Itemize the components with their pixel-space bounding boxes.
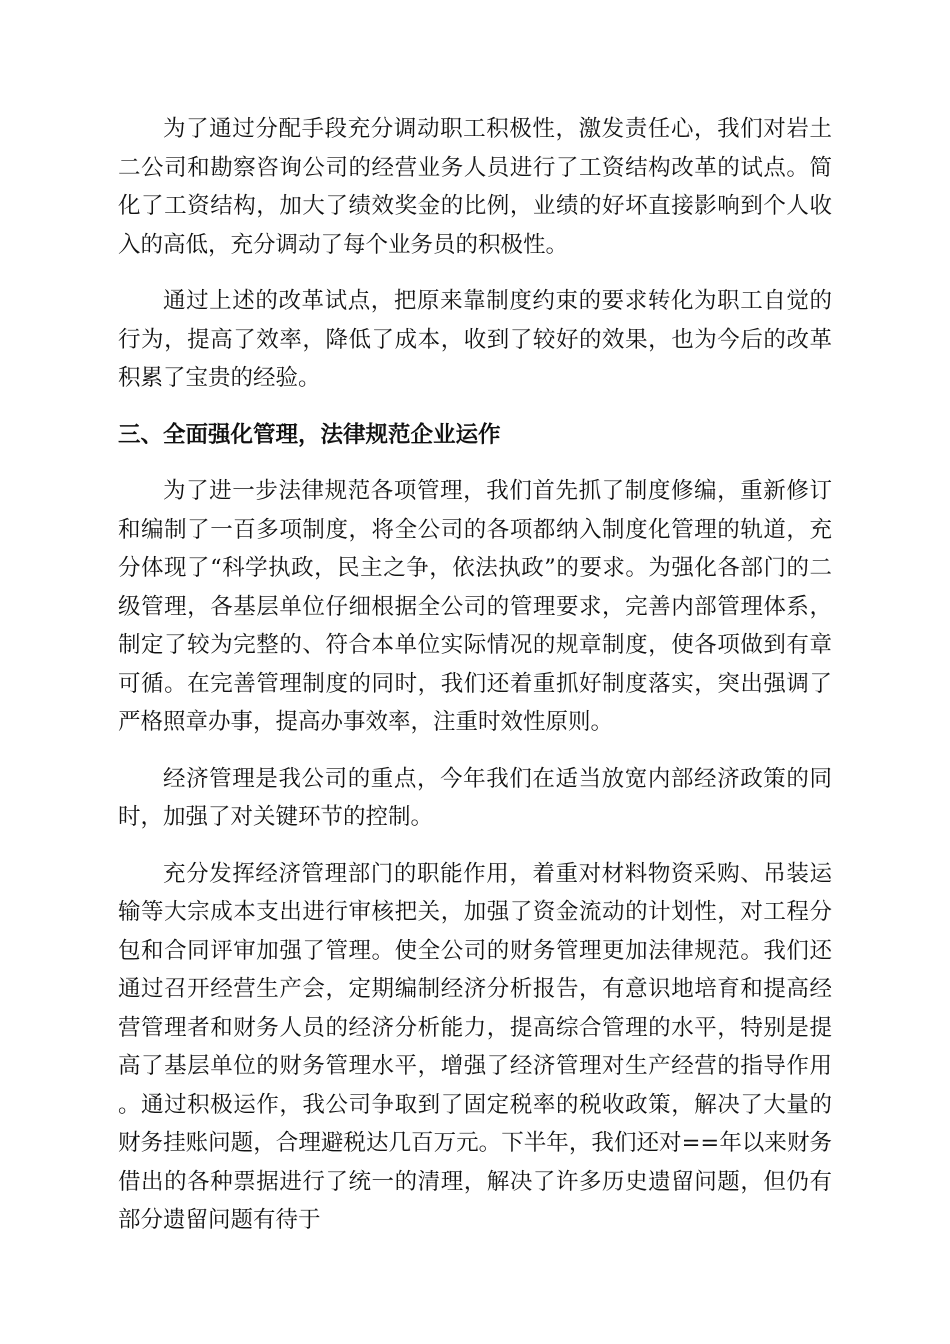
paragraph-wage-reform: 为了通过分配手段充分调动职工积极性，激发责任心，我们对岩土二公司和勘察咨询公司的经营业务人员进行了工资结构改革的试点。简化了工资结构，加大了绩效奖金的比例，业绩的好坏直接影响到个人收入的高低，充分调动了每个业务员的积极性。	[118, 116, 832, 258]
paragraph-economic-management: 经济管理是我公司的重点，今年我们在适当放宽内部经济政策的同时，加强了对关键环节的控制。	[118, 765, 832, 830]
paragraph-system-revision: 为了进一步法律规范各项管理，我们首先抓了制度修编，重新修订和编制了一百多项制度，将全公司的各项都纳入制度化管理的轨道，充分体现了“科学执政，民主之争，依法执政”的要求。为强化各部门的二级管理，各基层单位仔细根据全公司的管理要求，完善内部管理体系，制定了较为完整的、符合本单位实际情况的规章制度，使各项做到有章可循。在完善管理制度的同时，我们还着重抓好制度落实，突出强调了严格照章办事，提高办事效率，注重时效性原则。	[118, 478, 832, 735]
paragraph-finance-management: 充分发挥经济管理部门的职能作用，着重对材料物资采购、吊装运输等大宗成本支出进行审核把关，加强了资金流动的计划性，对工程分包和合同评审加强了管理。使全公司的财务管理更加法律规范。我们还通过召开经营生产会，定期编制经济分析报告，有意识地培育和提高经营管理者和财务人员的经济分析能力，提高综合管理的水平，特别是提高了基层单位的财务管理水平，增强了经济管理对生产经营的指导作用。通过积极运作，我公司争取到了固定税率的税收政策，解决了大量的财务挂账问题，合理避税达几百万元。下半年，我们还对==年以来财务借出的各种票据进行了统一的清理，解决了许多历史遗留问题，但仍有部分遗留问题有待于	[118, 860, 832, 1233]
section-heading: 三、全面强化管理，法律规范企业运作	[118, 421, 501, 448]
paragraph-reform-results: 通过上述的改革试点，把原来靠制度约束的要求转化为职工自觉的行为，提高了效率，降低了成本，收到了较好的效果，也为今后的改革积累了宝贵的经验。	[118, 288, 832, 391]
